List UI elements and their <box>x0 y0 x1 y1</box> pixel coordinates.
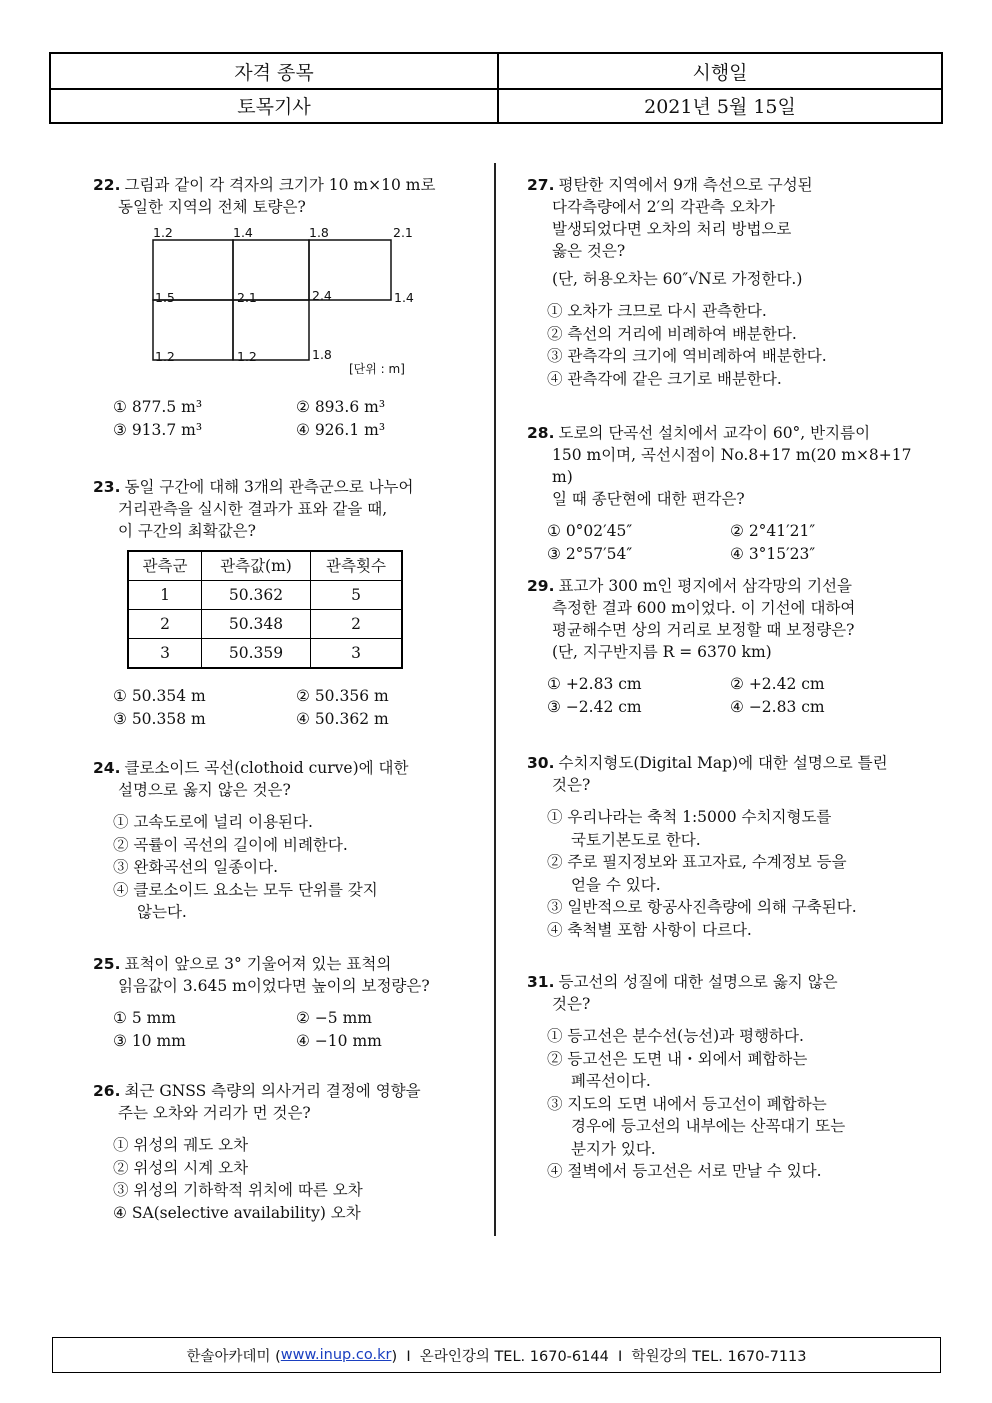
table-cell: 5 <box>311 581 403 610</box>
option-1[interactable]: ① +2.83 cm <box>547 675 642 693</box>
table-header: 관측값(m) <box>202 551 311 581</box>
option-2[interactable]: ② −5 mm <box>296 1009 372 1027</box>
grid-label: 1.4 <box>394 290 414 305</box>
question-stem: 이 구간의 최확값은? <box>118 522 256 540</box>
question-27 <box>527 174 927 390</box>
option-4-continued: 않는다. <box>137 903 187 921</box>
table-cell: 50.362 <box>202 581 311 610</box>
option-4[interactable]: ④ −10 mm <box>296 1032 382 1050</box>
grid-label: 2.4 <box>312 288 332 303</box>
header-date-value: 2021년 5월 15일 <box>644 95 796 118</box>
table-cell: 1 <box>128 581 202 610</box>
option-1[interactable]: ① 0°02′45″ <box>547 522 633 540</box>
question-stem: 클로소이드 곡선(clothoid curve)에 대한 <box>124 759 409 777</box>
table-cell: 50.348 <box>202 610 311 639</box>
question-stem: 것은? <box>552 776 591 794</box>
question-22 <box>93 174 483 441</box>
option-3[interactable]: ③ 913.7 m³ <box>113 421 203 439</box>
header-row-values <box>51 88 941 122</box>
question-note: (단, 허용오차는 60″√N로 가정한다.) <box>552 270 803 288</box>
question-number: 26. <box>93 1082 121 1100</box>
option-1[interactable]: ① 우리나라는 축척 1:5000 수치지형도를 <box>547 808 832 826</box>
question-28 <box>527 422 927 565</box>
question-24 <box>93 757 483 924</box>
option-3[interactable]: ③ −2.42 cm <box>547 698 642 716</box>
grid-unit-label: [단위 : m] <box>349 362 405 376</box>
question-stem: 도로의 단곡선 설치에서 교각이 60°, 반지름이 <box>558 424 871 442</box>
options <box>93 1007 483 1052</box>
footer-bar <box>52 1337 941 1373</box>
table-cell: 2 <box>311 610 403 639</box>
option-4[interactable]: ④ 절벽에서 등고선은 서로 만날 수 있다. <box>547 1162 822 1180</box>
options <box>527 300 927 390</box>
header-row-titles <box>51 54 941 90</box>
website-link[interactable]: www.inup.co.kr <box>280 1347 392 1363</box>
header-date-label: 시행일 <box>692 61 748 84</box>
question-note: (단, 지구반지름 R = 6370 km) <box>552 643 772 661</box>
question-stem: 150 m이며, 곡선시점이 No.8+17 m(20 m×8+17 m) <box>552 446 912 486</box>
question-23 <box>93 476 483 730</box>
option-1-continued: 국토기본도로 한다. <box>571 830 701 849</box>
option-2-continued: 얻을 수 있다. <box>571 875 661 894</box>
question-30 <box>527 752 927 941</box>
question-stem: 그림과 같이 각 격자의 크기가 10 m×10 m로 <box>124 176 436 194</box>
option-2[interactable]: ② 측선의 거리에 비례하여 배분한다. <box>547 324 797 343</box>
header-subject-value: 토목기사 <box>51 88 499 122</box>
grid-figure <box>123 222 423 382</box>
question-stem: 표척이 앞으로 3° 기울어져 있는 표척의 <box>124 955 392 973</box>
option-3[interactable]: ③ 완화곡선의 일종이다. <box>113 858 279 876</box>
option-3[interactable]: ③ 일반적으로 항공사진측량에 의해 구축된다. <box>547 898 857 916</box>
option-2[interactable]: ② 50.356 m <box>296 687 389 705</box>
question-stem: 설명으로 옳지 않은 것은? <box>118 781 291 799</box>
question-stem: 거리관측을 실시한 결과가 표와 같을 때, <box>118 500 388 518</box>
option-3[interactable]: ③ 50.358 m <box>113 710 206 728</box>
option-2[interactable]: ② 곡률이 곡선의 길이에 비례한다. <box>113 835 348 854</box>
question-26 <box>93 1080 483 1224</box>
question-number: 31. <box>527 973 555 991</box>
grid-label: 1.8 <box>309 225 329 240</box>
question-number: 27. <box>527 176 555 194</box>
grid-label: 1.2 <box>237 349 257 364</box>
grid-label: 1.5 <box>155 290 175 305</box>
options <box>527 520 927 565</box>
question-stem: 수치지형도(Digital Map)에 대한 설명으로 틀린 <box>558 754 888 772</box>
grid-label: 1.4 <box>233 225 253 240</box>
option-3-continued: 분지가 있다. <box>571 1139 656 1158</box>
question-number: 29. <box>527 577 555 595</box>
option-2[interactable]: ② 2°41′21″ <box>730 522 816 540</box>
option-4[interactable]: ④ 관측각에 같은 크기로 배분한다. <box>547 369 782 388</box>
option-3[interactable]: ③ 2°57′54″ <box>547 545 633 563</box>
question-stem: 일 때 종단현에 대한 편각은? <box>552 490 745 508</box>
question-number: 28. <box>527 424 555 442</box>
question-number: 25. <box>93 955 121 973</box>
option-1[interactable]: ① 등고선은 분수선(능선)과 평행하다. <box>547 1027 804 1045</box>
question-stem: 다각측량에서 2′의 각관측 오차가 <box>552 198 775 216</box>
question-stem: 표고가 300 m인 평지에서 삼각망의 기선을 <box>558 577 852 595</box>
option-2[interactable]: ② 등고선은 도면 내・외에서 폐합하는 <box>547 1049 808 1068</box>
table-row <box>128 610 402 639</box>
table-header: 관측횟수 <box>311 551 403 581</box>
question-stem: 주는 오차와 거리가 먼 것은? <box>118 1104 311 1122</box>
question-stem: 발생되었다면 오차의 처리 방법으로 <box>552 220 792 238</box>
question-stem: 읽음값이 3.645 m이었다면 높이의 보정량은? <box>118 977 430 995</box>
option-2[interactable]: ② +2.42 cm <box>730 675 825 693</box>
header-subject-label: 자격 종목 <box>51 54 499 88</box>
options <box>93 396 483 441</box>
question-31 <box>527 971 927 1183</box>
question-29 <box>527 575 927 718</box>
table-row <box>128 639 402 669</box>
question-number: 24. <box>93 759 121 777</box>
question-stem: 평균해수면 상의 거리로 보정할 때 보정량은? <box>552 621 855 639</box>
option-4[interactable]: ④ 축척별 포함 사항이 다르다. <box>547 920 752 939</box>
question-stem: 최근 GNSS 측량의 의사거리 결정에 영향을 <box>124 1082 421 1100</box>
option-4[interactable]: ④ −2.83 cm <box>730 698 825 716</box>
table-row <box>128 581 402 610</box>
table-cell: 2 <box>128 610 202 639</box>
observation-table <box>127 550 403 669</box>
options <box>527 1025 927 1183</box>
options <box>93 685 483 730</box>
option-1[interactable]: ① 고속도로에 널리 이용된다. <box>113 813 313 831</box>
option-1[interactable]: ① 위성의 궤도 오차 <box>113 1136 249 1154</box>
grid-label: 2.1 <box>393 225 413 240</box>
option-4[interactable]: ④ 926.1 m³ <box>296 421 386 439</box>
footer-contact: ) I 온라인강의 TEL. 1670-6144 I 학원강의 TEL. 1670-7113 <box>391 1348 807 1365</box>
option-4[interactable]: ④ 50.362 m <box>296 710 389 728</box>
option-3[interactable]: ③ 지도의 도면 내에서 등고선이 폐합하는 <box>547 1094 827 1113</box>
footer-prefix: 한솔아카데미 ( <box>186 1348 281 1365</box>
option-4[interactable]: ④ SA(selective availability) 오차 <box>113 1203 361 1222</box>
option-3-continued: 경우에 등고선의 내부에는 산꼭대기 또는 <box>571 1117 846 1135</box>
question-number: 23. <box>93 478 121 496</box>
option-4[interactable]: ④ 클로소이드 요소는 모두 단위를 갖지 <box>113 880 378 899</box>
option-2-continued: 폐곡선이다. <box>571 1072 651 1090</box>
option-1[interactable]: ① 5 mm <box>113 1009 177 1027</box>
grid-label: 1.8 <box>312 347 332 362</box>
option-2[interactable]: ② 주로 필지정보와 표고자료, 수계정보 등을 <box>547 853 847 871</box>
option-2[interactable]: ② 위성의 시계 오차 <box>113 1158 249 1177</box>
options <box>527 673 927 718</box>
grid-label: 1.2 <box>153 225 173 240</box>
option-2[interactable]: ② 893.6 m³ <box>296 398 386 416</box>
question-25 <box>93 953 483 1052</box>
table-header-row <box>128 551 402 581</box>
question-stem: 옳은 것은? <box>552 242 626 260</box>
grid-label: 1.2 <box>155 349 175 364</box>
table-cell: 3 <box>128 639 202 669</box>
option-3[interactable]: ③ 관측각의 크기에 역비례하여 배분한다. <box>547 347 827 365</box>
table-header: 관측군 <box>128 551 202 581</box>
option-3[interactable]: ③ 10 mm <box>113 1032 186 1050</box>
option-1[interactable]: ① 오차가 크므로 다시 관측한다. <box>547 302 767 320</box>
options <box>93 1134 483 1224</box>
question-stem: 등고선의 성질에 대한 설명으로 옳지 않은 <box>558 973 838 991</box>
table-cell: 50.359 <box>202 639 311 669</box>
question-number: 22. <box>93 176 121 194</box>
question-stem: 동일한 지역의 전체 토량은? <box>118 198 306 216</box>
option-1[interactable]: ① 877.5 m³ <box>113 398 203 416</box>
option-1[interactable]: ① 50.354 m <box>113 687 206 705</box>
option-4[interactable]: ④ 3°15′23″ <box>730 545 816 563</box>
question-stem: 동일 구간에 대해 3개의 관측군으로 나누어 <box>124 478 414 496</box>
question-stem: 것은? <box>552 995 591 1013</box>
option-3[interactable]: ③ 위성의 기하학적 위치에 따른 오차 <box>113 1181 363 1199</box>
exam-header-table <box>49 52 943 124</box>
question-number: 30. <box>527 754 555 772</box>
options <box>93 811 483 924</box>
options <box>527 806 927 941</box>
table-cell: 3 <box>311 639 403 669</box>
grid-label: 2.1 <box>237 290 257 305</box>
question-stem: 평탄한 지역에서 9개 측선으로 구성된 <box>558 176 813 194</box>
question-stem: 측정한 결과 600 m이었다. 이 기선에 대하여 <box>552 599 856 617</box>
